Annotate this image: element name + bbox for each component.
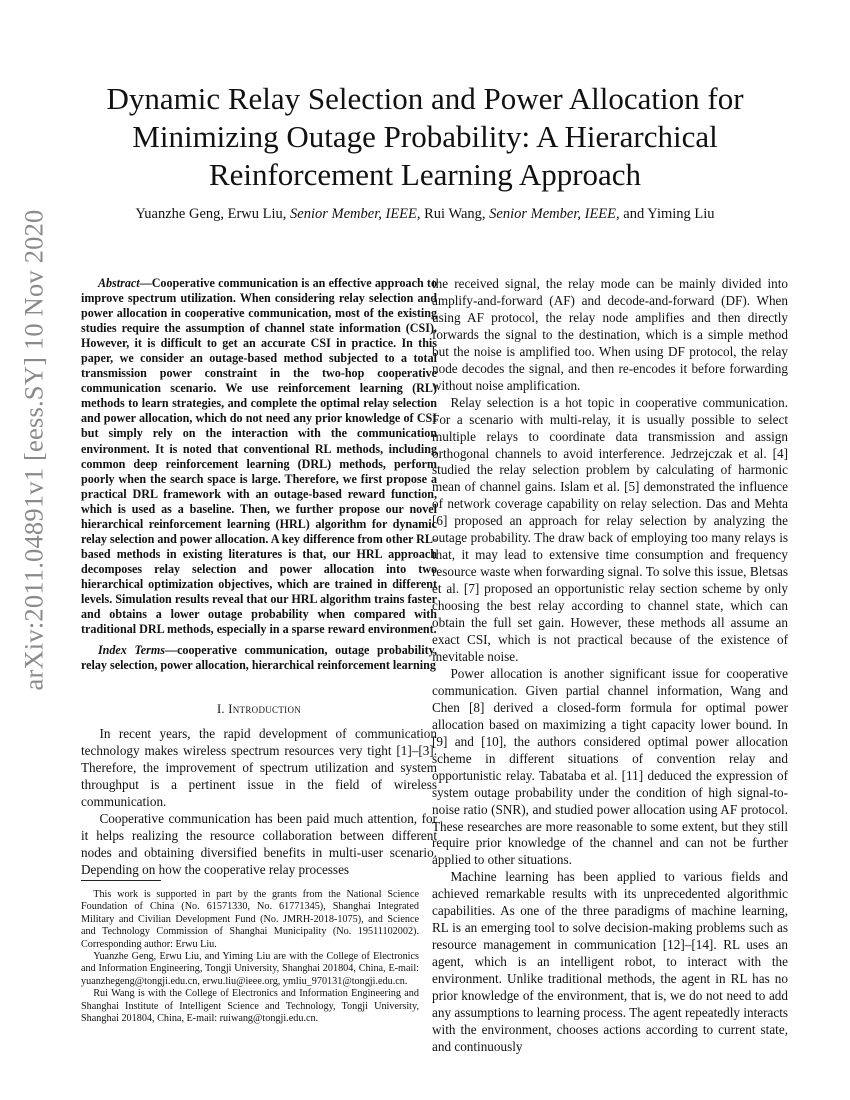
footnote-affiliation-2: Rui Wang is with the College of Electronics and Information Engineering and Shanghai Institute of Intelligent Science and Technology, Tongji University, Shanghai 201804, China, E-mail: ruiwang@tongji.edu.cn.: [81, 988, 419, 1025]
index-terms: [81, 643, 437, 673]
footnote-rule: [81, 880, 161, 881]
paragraph: Cooperative communication has been paid much attention, for it helps realizing the resource collaboration between different nodes and obtaining diversified benefits in multi-user scenario. Depending on how the cooperative relay processes: [81, 810, 437, 877]
author-group-1: Yuanzhe Geng, Erwu Liu,: [135, 206, 287, 222]
paragraph: the received signal, the relay mode can be mainly divided into amplify-and-forward (AF) and decode-and-forward (DF). When using AF protocol, the relay node amplifies and then directly forwards the signal to the destination, which is a simple method but the noise is amplified too. When using DF protocol, the relay node decodes the signal, and then re-encodes it before forwarding without noise amplification.: [432, 276, 788, 393]
author-group-3: and Yiming Liu: [623, 206, 715, 222]
paragraph: Machine learning has been applied to various fields and achieved remarkable results with its unprecedented algorithmic capabilities. As one of the three paradigms of machine learning, RL is an emerging tool to solve decision-making problems such as resource management in communication [12]–[14]. RL uses an agent, which is an intelligent robot, to interact with the environment. Unlike traditional methods, the agent in RL has no prior knowledge of the environment, that is, we do not need to add any assumptions to learning process. The agent repeatedly interacts with the environment, chooses actions according to current state, and continuously: [432, 869, 788, 1054]
paragraph: Power allocation is another significant issue for cooperative communication. Given partial channel information, Wang and Chen [8] derived a closed-form formula for optimal power allocation based on maximizing a tight capacity lower bound. In [9] and [10], the authors considered optimal power allocation scheme in different situations of convention relay and opportunistic relay. Tabataba et al. [11] deduced the expression of system outage probability under the condition of high signal-to-noise ratio (SNR), and studied power allocation using AF protocol. These researches are more reasonable to some extent, but they still require prior knowledge of the channel and can not be further applied to other situations.: [432, 665, 788, 868]
footnote-funding: This work is supported in part by the grants from the National Science Foundation of China (No. 61571330, No. 61771345), Shanghai Integrated Military and Civilian Development Fund (No. JMRH-2018-1075), and Science and Technology Commission of Shanghai Municipality (No. 19511102002). Corresponding author: Erwu Liu.: [81, 889, 419, 950]
abstract-text: —Cooperative communication is an effective approach to improve spectrum utilization. When considering relay selection and power allocation in cooperative communication, most of the existing studies require the assumption of channel state information (CSI). However, it is difficult to get an accurate CSI in practice. In this paper, we consider an outage-based method subjected to a total transmission power constraint in the two-hop cooperative communication scenario. We use reinforcement learning (RL) methods to learn strategies, and complete the optimal relay selection and power allocation, which do not need any prior knowledge of CSI but simply rely on the interaction with the communication environment. It is noted that conventional RL methods, including common deep reinforcement learning (DRL) methods, perform poorly when the search space is large. Therefore, we first propose a practical DRL framework with an outage-based reward function, which is used as a baseline. Then, we further propose our novel hierarchical reinforcement learning (HRL) algorithm for dynamic relay selection and power allocation. A key difference from other RL-based methods in existing literatures is that, our HRL approach decomposes relay selection and power allocation into two hierarchical optimization objectives, which are trained in different levels. Simulation results reveal that our HRL algorithm trains faster and obtains a lower outage probability when compared with traditional DRL methods, especially in a sparse reward environment.: [81, 276, 437, 637]
paragraph: In recent years, the rapid development of communication technology makes wireless spectrum resources very tight [1]–[3]. Therefore, the improvement of spectrum utilization and system throughput is a pertinent issue in the field of wireless communication.: [81, 726, 437, 809]
index-terms-label: Index Terms: [97, 643, 165, 658]
section-heading: [81, 701, 437, 718]
author-list: [70, 206, 780, 223]
abstract: [81, 276, 437, 637]
paragraph: Relay selection is a hot topic in cooperative communication. For a scenario with multi-relay, it is usually possible to select multiple relays to coordinate data transmission and assign orthogonal channels to avoid interference. Jedrzejczak et al. [4] studied the relay selection problem by calculating of harmonic mean of channel gains. Islam et al. [5] demonstrated the influence of network coverage capability on relay selection. Das and Mehta [6] proposed an approach for relay selection by analyzing the outage probability. The draw back of employing too many relays is that, it may lead to extensive time consumption and frequency resource waste when forwarding signal. To solve this issue, Bletsas et al. [7] proposed an opportunistic relay section scheme by only choosing the best relay according to channel state, which can obtain the full set gain. However, these methods all assume an exact CSI, which is not practical because of the existence of inevitable noise.: [432, 394, 788, 664]
abstract-label: Abstract: [97, 276, 140, 290]
index-terms-text: —cooperative communication, outage probability, relay selection, power allocation, hierarchical reinforcement learning: [81, 643, 437, 673]
arxiv-watermark: [12, 209, 56, 691]
footnotes: [81, 889, 419, 1025]
arxiv-id: arXiv:2011.04891v1 [eess.SY] 10 Nov 2020: [18, 209, 49, 691]
author-group-2: Rui Wang,: [424, 206, 486, 222]
left-column: [81, 276, 437, 879]
membership-1: Senior Member, IEEE,: [290, 206, 421, 222]
right-column: [432, 276, 788, 1056]
section-title: Introduction: [228, 702, 302, 717]
section-number: I.: [216, 702, 225, 717]
membership-2: Senior Member, IEEE,: [489, 206, 620, 222]
footnote-affiliation-1: Yuanzhe Geng, Erwu Liu, and Yiming Liu are with the College of Electronics and Information Engineering, Tongji University, Shanghai 201804, China, E-mail: yuanzhegeng@tongji.edu.cn, erwu.liu@ieee.org, ymliu_970131@tongji.edu.cn.: [81, 951, 419, 987]
paper-title: Dynamic Relay Selection and Power Allocation for Minimizing Outage Probability: A Hierarchical Reinforcement Learning Approach: [106, 81, 744, 192]
